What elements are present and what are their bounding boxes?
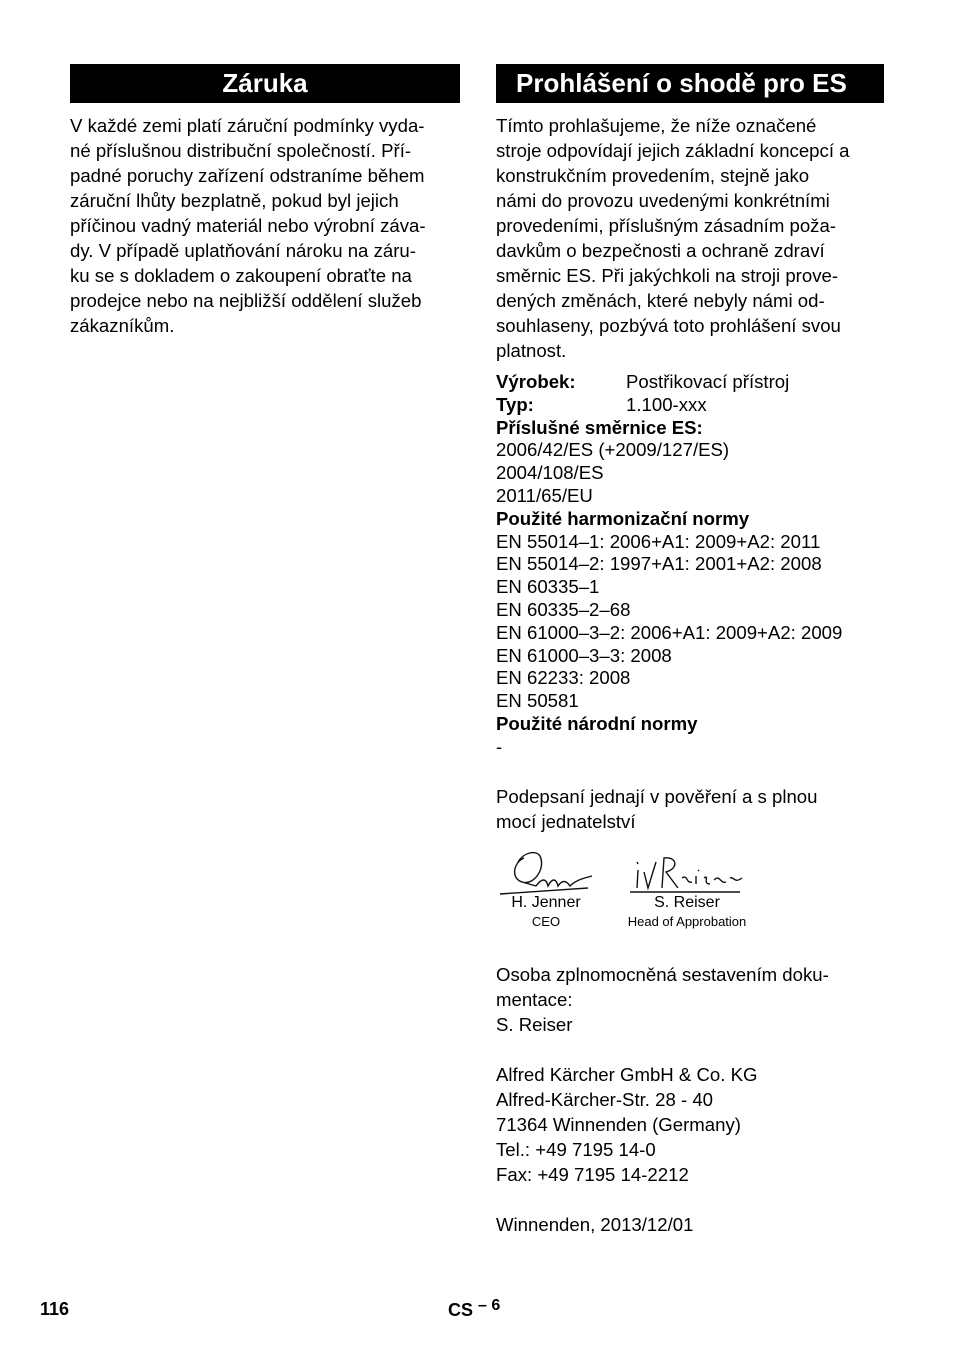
documentation-authority: Osoba zplnomocněná sestavením doku- mentace: S. Reiser bbox=[496, 963, 829, 1035]
signer2-name: S. Reiser bbox=[654, 893, 720, 911]
signatures bbox=[496, 848, 884, 944]
standard-item: EN 62233: 2008 bbox=[496, 667, 631, 689]
standard-item: EN 55014–1: 2006+A1: 2009+A2: 2011 bbox=[496, 530, 821, 552]
standard-item: EN 60335–1 bbox=[496, 576, 600, 598]
standard-item: EN 61000–3–2: 2006+A1: 2009+A2: 2009 bbox=[496, 621, 843, 643]
national-standards-value: - bbox=[496, 735, 503, 757]
section-page: – 6 bbox=[478, 1297, 501, 1314]
national-standards-label: Použité národní normy bbox=[496, 712, 698, 734]
handwritten-signature-icon bbox=[624, 848, 750, 898]
signer1-role: CEO bbox=[531, 913, 561, 929]
directive-item: 2004/108/ES bbox=[496, 462, 604, 484]
signer2-role: Head of Approbation bbox=[627, 913, 747, 929]
warranty-heading: Záruka bbox=[70, 64, 460, 103]
warranty-text: V každé zemi platí záruční podmínky vyda- né příslušnou distribuční společností. Pří- padné poruchy zařízení odstraníme během záruční lhůty bezplatně, pokud byl jejich příčinou vadný materiál nebo výrobní záva- dy. V případě uplatňování nároku na záru- ku se s dokladem o zakoupení obraťte na prodejce nebo na nejbližší oddělení služeb zákazníkům. bbox=[70, 115, 426, 336]
standard-item: EN 60335–2–68 bbox=[496, 598, 631, 620]
signature-jenner bbox=[496, 848, 596, 931]
type-row bbox=[496, 394, 884, 417]
signatory-note: Podepsaní jednají v pověření a s plnou mocí jednatelství bbox=[496, 785, 818, 832]
warranty-column bbox=[70, 64, 460, 338]
product-value: Postřikovací přístroj bbox=[626, 371, 790, 392]
page-number: 116 bbox=[40, 1299, 70, 1319]
declaration-details bbox=[496, 371, 884, 759]
handwritten-signature-icon bbox=[496, 848, 596, 898]
standard-item: EN 61000–3–3: 2008 bbox=[496, 644, 672, 666]
directives-label: Příslušné směrnice ES: bbox=[496, 416, 703, 438]
declaration-column bbox=[496, 64, 884, 1237]
type-value: 1.100-xxx bbox=[626, 393, 707, 415]
signature-reiser bbox=[624, 848, 750, 931]
harmonized-standards-label: Použité harmonizační normy bbox=[496, 507, 750, 529]
declaration-intro: Tímto prohlašujeme, že níže označené stroje odpovídají jejich základní koncepcí a konstrukčním provedením, stejně jako námi do provozu uvedenými konkrétními provedeními, příslušným zásadním poža- davkům o bezpečnosti a ochraně zdraví směrnic ES. Při jakýchkoli na stroji prove- dených změnách, které nebyly námi od- souhlaseny, pozbývá toto prohlášení svou platnost. bbox=[496, 115, 850, 361]
standard-item: EN 55014–2: 1997+A1: 2001+A2: 2008 bbox=[496, 553, 822, 575]
company-address: Alfred Kärcher GmbH & Co. KG Alfred-Kärcher-Str. 28 - 40 71364 Winnenden (Germany) Tel.: +49 7195 14-0 Fax: +49 7195 14-2212 bbox=[496, 1063, 758, 1185]
standard-item: EN 50581 bbox=[496, 690, 579, 712]
signer1-name: H. Jenner bbox=[511, 893, 581, 911]
declaration-heading: Prohlášení o shodě pro ES bbox=[496, 64, 884, 103]
place-date: Winnenden, 2013/12/01 bbox=[496, 1213, 694, 1235]
directive-item: 2006/42/ES (+2009/127/ES) bbox=[496, 439, 730, 461]
product-label: Výrobek: bbox=[496, 371, 576, 392]
language-code: CS bbox=[448, 1300, 474, 1320]
directive-item: 2011/65/EU bbox=[496, 484, 593, 506]
language-section-label bbox=[448, 1297, 500, 1321]
product-row bbox=[496, 371, 884, 394]
type-label: Typ: bbox=[496, 393, 534, 415]
